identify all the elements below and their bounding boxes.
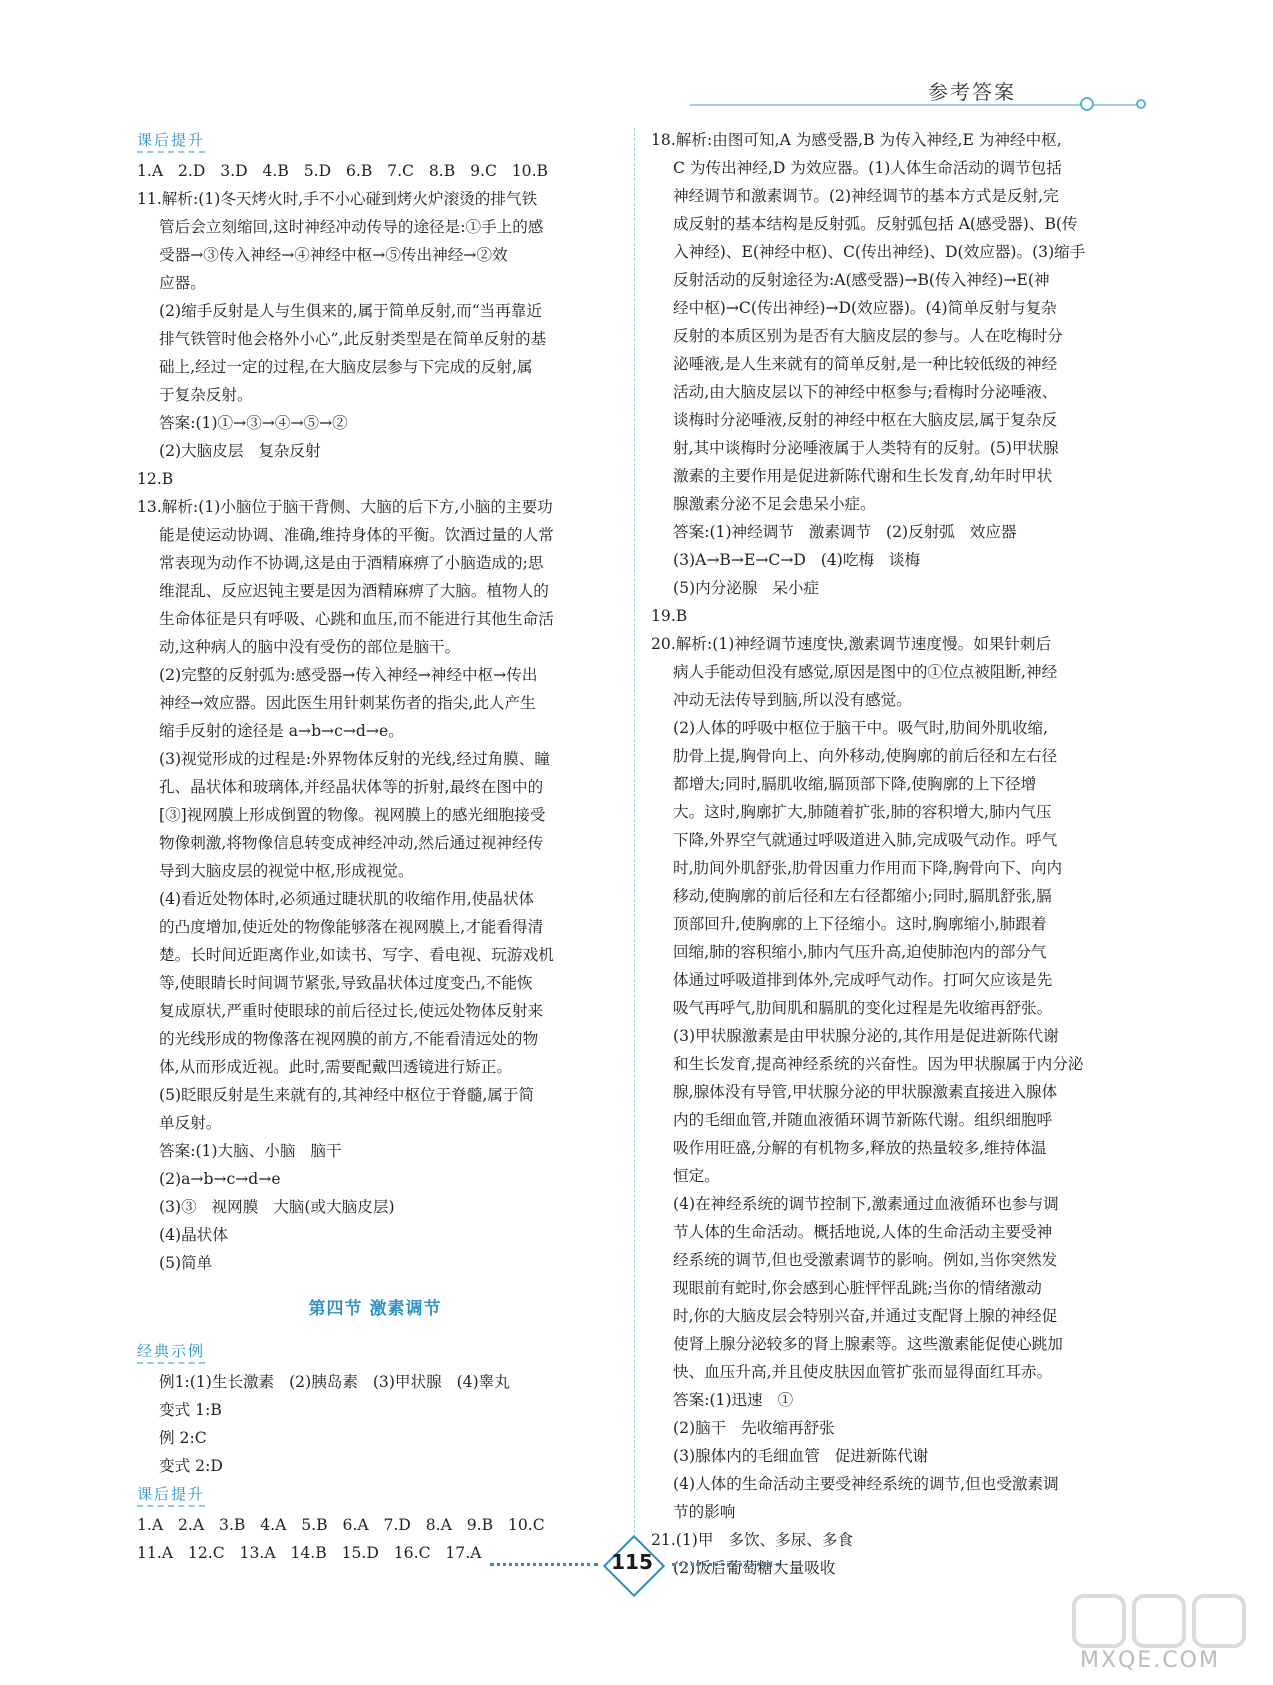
text-line: 体通过呼吸道排到体外,完成呼气动作。打呵欠应该是先 xyxy=(673,971,1053,989)
page-header-title: 参考答案 xyxy=(928,80,1016,104)
header-circle-ornament xyxy=(1080,97,1094,111)
text-line: 回缩,肺的容积缩小,肺内气压升高,迫使肺泡内的部分气 xyxy=(673,943,1047,961)
text-line: 病人手能动但没有感觉,原因是图中的①位点被阻断,神经 xyxy=(673,663,1058,681)
text-line: 反射的本质区别为是否有大脑皮层的参与。人在吃梅时分 xyxy=(673,327,1063,345)
text-line: 19.B xyxy=(651,607,688,625)
chapter-title: 第四节 激素调节 xyxy=(308,1299,442,1319)
text-line: 1.A 2.D 3.D 4.B 5.D 6.B 7.C 8.B 9.C 10.B xyxy=(137,162,549,180)
text-line: 冲动无法传导到脑,所以没有感觉。 xyxy=(673,691,912,709)
text-line: 移动,使胸廓的前后径和左右径都缩小;同时,膈肌舒张,膈 xyxy=(673,887,1052,905)
text-line: 础上,经过一定的过程,在大脑皮层参与下完成的反射,属 xyxy=(159,358,533,376)
text-line: 1.A 2.A 3.B 4.A 5.B 6.A 7.D 8.A 9.B 10.C xyxy=(137,1516,545,1534)
text-line: 反射活动的反射途径为:A(感受器)→B(传入神经)→E(神 xyxy=(673,271,1050,289)
text-line: 等,使眼睛长时间调节紧张,导致晶状体过度变凸,不能恢 xyxy=(159,974,533,992)
text-line: 动,这种病人的脑中没有受伤的部位是脑干。 xyxy=(159,638,461,656)
text-line: (4)在神经系统的调节控制下,激素通过血液循环也参与调 xyxy=(673,1195,1059,1213)
text-line: 18.解析:由图可知,A 为感受器,B 为传入神经,E 为神经中枢, xyxy=(651,131,1062,149)
text-line: 使肾上腺分泌较多的肾上腺素等。这些激素能促使心跳加 xyxy=(673,1335,1063,1353)
text-line: 生命体征是只有呼吸、心跳和血压,而不能进行其他生命活 xyxy=(159,610,554,628)
text-line: (2)大脑皮层 复杂反射 xyxy=(159,442,321,460)
text-line: 的凸度增加,使近处的物像能够落在视网膜上,才能看得清 xyxy=(159,918,544,936)
text-line: (2)缩手反射是人与生俱来的,属于简单反射,而“当再靠近 xyxy=(159,302,543,320)
text-line: 吸作用旺盛,分解的有机物多,释放的热量较多,维持体温 xyxy=(673,1139,1047,1157)
text-line: 孔、晶状体和玻璃体,并经晶状体等的折射,最终在图中的 xyxy=(159,778,544,796)
text-line: 时,你的大脑皮层会特别兴奋,并通过支配肾上腺的神经促 xyxy=(673,1307,1058,1325)
text-line: (5)内分泌腺 呆小症 xyxy=(673,579,820,597)
text-line: 节人体的生命活动。概括地说,人体的生命活动主要受神 xyxy=(673,1223,1053,1241)
watermark-text: MXQE.COM xyxy=(1080,1648,1220,1673)
text-line: 成反射的基本结构是反射弧。反射弧包括 A(感受器)、B(传 xyxy=(673,215,1078,233)
text-line: (3)视觉形成的过程是:外界物体反射的光线,经过角膜、瞳 xyxy=(159,750,550,768)
text-line: (4)人体的生命活动主要受神经系统的调节,但也受激素调 xyxy=(673,1475,1059,1493)
right-column xyxy=(651,126,1125,1582)
text-line: 神经→效应器。因此医生用针刺某伤者的指尖,此人产生 xyxy=(159,694,536,712)
text-line: 例 2:C xyxy=(159,1429,207,1447)
page-number: 115 xyxy=(611,1550,653,1574)
text-line: 射,其中谈梅时分泌唾液属于人类特有的反射。(5)甲状腺 xyxy=(673,439,1059,457)
text-line: 腺,腺体没有导管,甲状腺分泌的甲状腺激素直接进入腺体 xyxy=(673,1083,1058,1101)
text-line: 排气铁管时他会格外小心”,此反射类型是在简单反射的基 xyxy=(159,330,547,348)
answer-block xyxy=(137,1368,613,1480)
text-line: 变式 2:D xyxy=(159,1457,223,1475)
text-line: 大。这时,胸廓扩大,肺随着扩张,肺的容积增大,肺内气压 xyxy=(673,803,1052,821)
text-line: 答案:(1)大脑、小脑 脑干 xyxy=(159,1142,342,1160)
section-heading: 课后提升 xyxy=(137,129,205,153)
answer-block xyxy=(137,157,613,1277)
text-line: (3)A→B→E→C→D (4)吃梅 谈梅 xyxy=(673,551,921,569)
column-divider xyxy=(634,128,635,1568)
text-line: 11.A 12.C 13.A 14.B 15.D 16.C 17.A xyxy=(137,1544,482,1562)
text-line: 11.解析:(1)冬天烤火时,手不小心碰到烤火炉滚烫的排气铁 xyxy=(137,190,538,208)
text-line: (2)脑干 先收缩再舒张 xyxy=(673,1419,835,1437)
text-line: 谈梅时分泌唾液,反射的神经中枢在大脑皮层,属于复杂反 xyxy=(673,411,1058,429)
text-line: 腺激素分泌不足会患呆小症。 xyxy=(673,495,876,513)
text-line: 缩手反射的途径是 a→b→c→d→e。 xyxy=(159,722,404,740)
header-rule xyxy=(690,104,1128,106)
page-footer xyxy=(0,1536,1273,1596)
text-line: 于复杂反射。 xyxy=(159,386,253,404)
text-line: (2)饭后葡萄糖大量吸收 xyxy=(673,1559,836,1577)
header-circle-ornament xyxy=(1136,99,1146,109)
text-line: 入神经)、E(神经中枢)、C(传出神经)、D(效应器)。(3)缩手 xyxy=(673,243,1086,261)
text-line: 物像刺激,将物像信息转变成神经冲动,然后通过视神经传 xyxy=(159,834,544,852)
text-line: C 为传出神经,D 为效应器。(1)人体生命活动的调节包括 xyxy=(673,159,1062,177)
text-line: 活动,由大脑皮层以下的神经中枢参与;看梅时分泌唾液、 xyxy=(673,383,1058,401)
text-line: 单反射。 xyxy=(159,1114,222,1132)
text-line: 应器。 xyxy=(159,274,206,292)
text-line: (4)晶状体 xyxy=(159,1226,228,1244)
text-line: 下降,外界空气就通过呼吸道进入肺,完成吸气动作。呼气 xyxy=(673,831,1058,849)
text-line: 答案:(1)神经调节 激素调节 (2)反射弧 效应器 xyxy=(673,523,1017,541)
text-line: 现眼前有蛇时,你会感到心脏怦怦乱跳;当你的情绪激动 xyxy=(673,1279,1042,1297)
text-line: 泌唾液,是人生来就有的简单反射,是一种比较低级的神经 xyxy=(673,355,1058,373)
text-line: 肋骨上提,胸骨向上、向外移动,使胸廓的前后径和左右径 xyxy=(673,747,1058,765)
text-line: 体,从而形成近视。此时,需要配戴凹透镜进行矫正。 xyxy=(159,1058,512,1076)
text-line: 顶部回升,使胸廓的上下径缩小。这时,胸廓缩小,肺跟着 xyxy=(673,915,1047,933)
text-line: 12.B xyxy=(137,470,174,488)
left-column xyxy=(137,126,613,1567)
text-line: 经中枢)→C(传出神经)→D(效应器)。(4)简单反射与复杂 xyxy=(673,299,1057,317)
text-line: 13.解析:(1)小脑位于脑干背侧、大脑的后下方,小脑的主要功 xyxy=(137,498,553,516)
text-line: 恒定。 xyxy=(673,1167,720,1185)
text-line: 20.解析:(1)神经调节速度快,激素调节速度慢。如果针刺后 xyxy=(651,635,1052,653)
section-heading: 经典示例 xyxy=(137,1340,205,1364)
text-line: 复成原状,严重时使眼球的前后径过长,使远处物体反射来 xyxy=(159,1002,544,1020)
text-line: 管后会立刻缩回,这时神经冲动传导的途径是:①手上的感 xyxy=(159,218,544,236)
header-rule-segment xyxy=(1094,104,1136,106)
text-line: 时,肋间外肌舒张,肋骨因重力作用而下降,胸骨向下、向内 xyxy=(673,859,1063,877)
footer-dots xyxy=(490,1563,598,1566)
text-line: 答案:(1)①→③→④→⑤→② xyxy=(159,414,348,432)
text-line: 变式 1:B xyxy=(159,1401,222,1419)
text-line: 例1:(1)生长激素 (2)胰岛素 (3)甲状腺 (4)睾丸 xyxy=(159,1373,510,1391)
text-line: 吸气再呼气,肋间肌和膈肌的变化过程是先收缩再舒张。 xyxy=(673,999,1053,1017)
text-line: 节的影响 xyxy=(673,1503,736,1521)
text-line: 楚。长时间近距离作业,如读书、写字、看电视、玩游戏机 xyxy=(159,946,554,964)
section-heading: 课后提升 xyxy=(137,1483,205,1507)
text-line: 内的毛细血管,并随血液循环调节新陈代谢。组织细胞呼 xyxy=(673,1111,1053,1129)
text-line: 受器→③传入神经→④神经中枢→⑤传出神经→②效 xyxy=(159,246,508,264)
text-line: 经系统的调节,但也受激素调节的影响。例如,当你突然发 xyxy=(673,1251,1058,1269)
text-line: (3)腺体内的毛细血管 促进新陈代谢 xyxy=(673,1447,929,1465)
text-line: 都增大;同时,膈肌收缩,膈顶部下降,使胸廓的上下径增 xyxy=(673,775,1037,793)
text-line: (2)完整的反射弧为:感受器→传入神经→神经中枢→传出 xyxy=(159,666,538,684)
footer-dots xyxy=(672,1563,780,1566)
text-line: 21.(1)甲 多饮、多尿、多食 xyxy=(651,1531,854,1549)
text-line: 常表现为动作不协调,这是由于酒精麻痹了小脑造成的;思 xyxy=(159,554,544,572)
text-line: (5)眨眼反射是生来就有的,其神经中枢位于脊髓,属于简 xyxy=(159,1086,535,1104)
text-line: (4)看近处物体时,必须通过睫状肌的收缩作用,使晶状体 xyxy=(159,890,535,908)
text-line: 和生长发育,提高神经系统的兴奋性。因为甲状腺属于内分泌 xyxy=(673,1055,1084,1073)
text-line: 导到大脑皮层的视觉中枢,形成视觉。 xyxy=(159,862,414,880)
text-line: (3)③ 视网膜 大脑(或大脑皮层) xyxy=(159,1198,395,1216)
text-line: 激素的主要作用是促进新陈代谢和生长发育,幼年时甲状 xyxy=(673,467,1053,485)
answer-block xyxy=(651,126,1125,1582)
text-line: (2)a→b→c→d→e xyxy=(159,1170,281,1188)
text-line: (5)简单 xyxy=(159,1254,213,1272)
text-line: (2)人体的呼吸中枢位于脑干中。吸气时,肋间外肌收缩, xyxy=(673,719,1049,737)
text-line: 的光线形成的物像落在视网膜的前方,不能看清远处的物 xyxy=(159,1030,539,1048)
text-line: 维混乱、反应迟钝主要是因为酒精麻痹了大脑。植物人的 xyxy=(159,582,549,600)
text-line: 能是使运动协调、准确,维持身体的平衡。饮酒过量的人常 xyxy=(159,526,554,544)
text-line: [③]视网膜上形成倒置的物像。视网膜上的感光细胞接受 xyxy=(159,806,546,824)
text-line: 神经调节和激素调节。(2)神经调节的基本方式是反射,完 xyxy=(673,187,1059,205)
text-line: 答案:(1)迅速 ① xyxy=(673,1391,794,1409)
text-line: (3)甲状腺激素是由甲状腺分泌的,其作用是促进新陈代谢 xyxy=(673,1027,1059,1045)
text-line: 快、血压升高,并且使皮肤因血管扩张而显得面红耳赤。 xyxy=(673,1363,1053,1381)
